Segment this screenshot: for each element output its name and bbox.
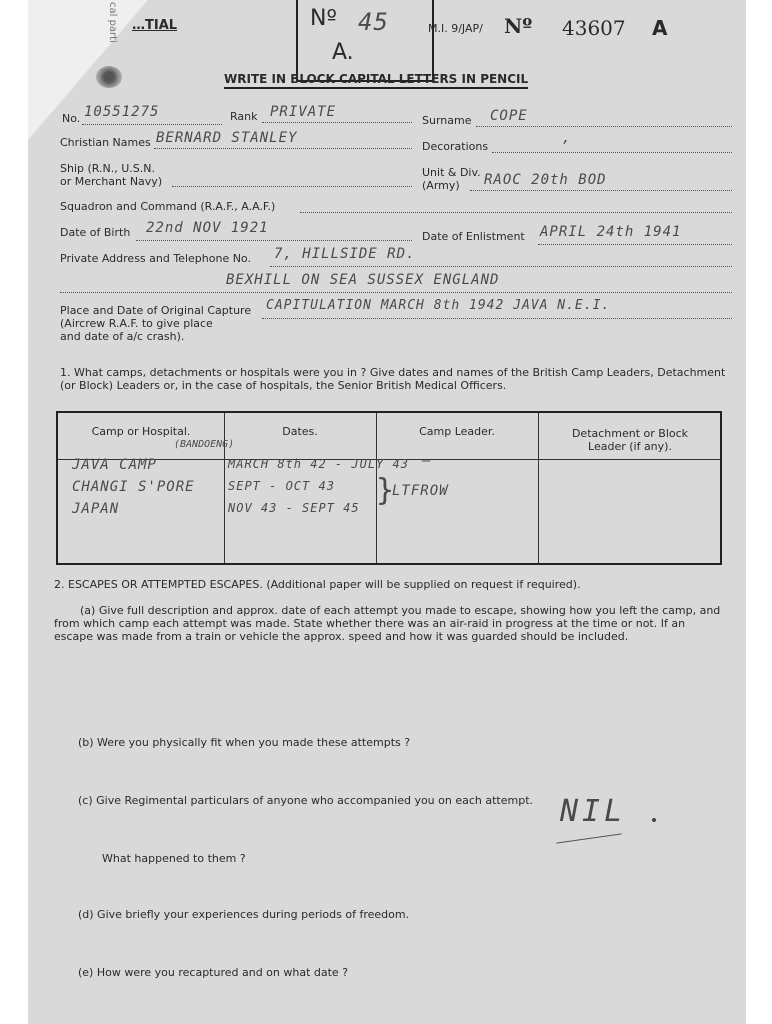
decorations-line [492, 152, 732, 153]
unit-line [470, 190, 732, 191]
unit-label-1: Unit & Div. [422, 166, 481, 179]
christian-label: Christian Names [60, 136, 151, 149]
address-value-2: BEXHILL ON SEA SUSSEX ENGLAND [226, 272, 500, 288]
row-camp: JAPAN [72, 501, 120, 517]
section2-a-line1: (a) Give full description and approx. date of each attempt you made to escape, showing how you left the camp, and [80, 604, 721, 617]
dob-line [136, 240, 412, 241]
form-code: M.I. 9/JAP/ [428, 22, 483, 35]
box-no-value: 45 [358, 8, 389, 36]
enlist-line [538, 244, 732, 245]
ship-line [172, 186, 412, 187]
address-line-1 [270, 266, 732, 267]
address-line-2 [60, 292, 732, 293]
section1-question-line1: 1. What camps, detachments or hospitals were you in ? Give dates and names of the British Camp Leaders, Detachment [60, 366, 726, 379]
squadron-label: Squadron and Command (R.A.F., A.A.F.) [60, 200, 276, 213]
box-letter: A. [332, 40, 354, 65]
serial-letter: A [652, 16, 668, 40]
decorations-value: , [562, 130, 572, 146]
rank-label: Rank [230, 110, 258, 123]
squadron-line [300, 212, 732, 213]
staple-pin [96, 66, 122, 88]
capture-label-3: and date of a/c crash). [60, 330, 185, 343]
leader-brace: } [376, 473, 396, 508]
capture-label-2: (Aircrew R.A.F. to give place [60, 317, 213, 330]
leader-dash: — [422, 453, 432, 469]
address-value-1: 7, HILLSIDE RD. [274, 246, 416, 262]
section2-c: (c) Give Regimental particulars of anyone who accompanied you on each attempt. [78, 794, 534, 807]
christian-line [154, 148, 412, 149]
confidential-label: …TIAL [132, 18, 178, 33]
section2-d: (d) Give briefly your experiences during periods of freedom. [78, 908, 410, 921]
section2-c-answer: NIL [560, 794, 627, 829]
row-camp: JAVA CAMP [72, 457, 157, 473]
col-header-detachment-2: Leader (if any). [588, 440, 672, 453]
fold-text: cal parti [107, 2, 118, 43]
col-header-dates: Dates. [282, 425, 318, 438]
unit-label-2: (Army) [422, 179, 460, 192]
capture-label-1: Place and Date of Original Capture [60, 304, 252, 317]
dob-label: Date of Birth [60, 226, 131, 239]
surname-value: COPE [490, 108, 528, 124]
surname-line [476, 126, 732, 127]
section2-b: (b) Were you physically fit when you made these attempts ? [78, 736, 411, 749]
row-dates: MARCH 8th 42 - JULY 43 [228, 457, 409, 471]
serial-number: 43607 [562, 16, 626, 40]
serial-label: Nº [504, 14, 533, 38]
leader-value: LTFROW [392, 483, 449, 499]
decorations-label: Decorations [422, 140, 489, 153]
rank-line [262, 122, 412, 123]
camps-table [56, 411, 722, 565]
dob-value: 22nd NOV 1921 [146, 220, 269, 236]
section2-a-line3: escape was made from a train or vehicle the approx. speed and how it was guarded should be included. [54, 630, 629, 643]
answer-dot [652, 818, 656, 822]
col-header-camp: Camp or Hospital. [91, 425, 191, 438]
enlist-label: Date of Enlistment [422, 230, 525, 243]
capture-value: CAPITULATION MARCH 8th 1942 JAVA N.E.I. [266, 298, 611, 313]
section2-a-line2: from which camp each attempt was made. State whether there was an air-raid in progress at the time or not. If an [54, 617, 686, 630]
no-label: No. [62, 112, 81, 125]
bandoeng-note: (BANDOENG) [174, 439, 235, 450]
box-no-label: Nº [310, 6, 337, 31]
col-header-leader: Camp Leader. [419, 425, 495, 438]
section2-title: 2. ESCAPES OR ATTEMPTED ESCAPES. (Additional paper will be supplied on request if required). [54, 578, 581, 591]
col-header-detachment: Detachment or Block [571, 427, 689, 440]
section2-c-followup: What happened to them ? [102, 852, 246, 865]
enlist-value: APRIL 24th 1941 [540, 224, 682, 240]
row-dates: NOV 43 - SEPT 45 [228, 501, 360, 515]
surname-label: Surname [422, 114, 472, 127]
section2-e: (e) How were you recaptured and on what date ? [78, 966, 349, 979]
address-label: Private Address and Telephone No. [60, 252, 251, 265]
section1-question-line2: (or Block) Leaders or, in the case of hospitals, the Senior British Medical Officers. [60, 379, 507, 392]
unit-value: RAOC 20th BOD [484, 172, 607, 188]
rank-value: PRIVATE [270, 104, 337, 120]
ship-label-1: Ship (R.N., U.S.N. [60, 162, 155, 175]
row-dates: SEPT - OCT 43 [228, 479, 335, 493]
no-value: 10551275 [84, 104, 160, 120]
ship-label-2: or Merchant Navy) [60, 175, 163, 188]
instruction-heading: WRITE IN BLOCK CAPITAL LETTERS IN PENCIL [224, 72, 528, 89]
no-line [82, 124, 222, 125]
capture-line [262, 318, 732, 319]
christian-value: BERNARD STANLEY [156, 130, 298, 146]
row-camp: CHANGI S'PORE [72, 479, 195, 495]
